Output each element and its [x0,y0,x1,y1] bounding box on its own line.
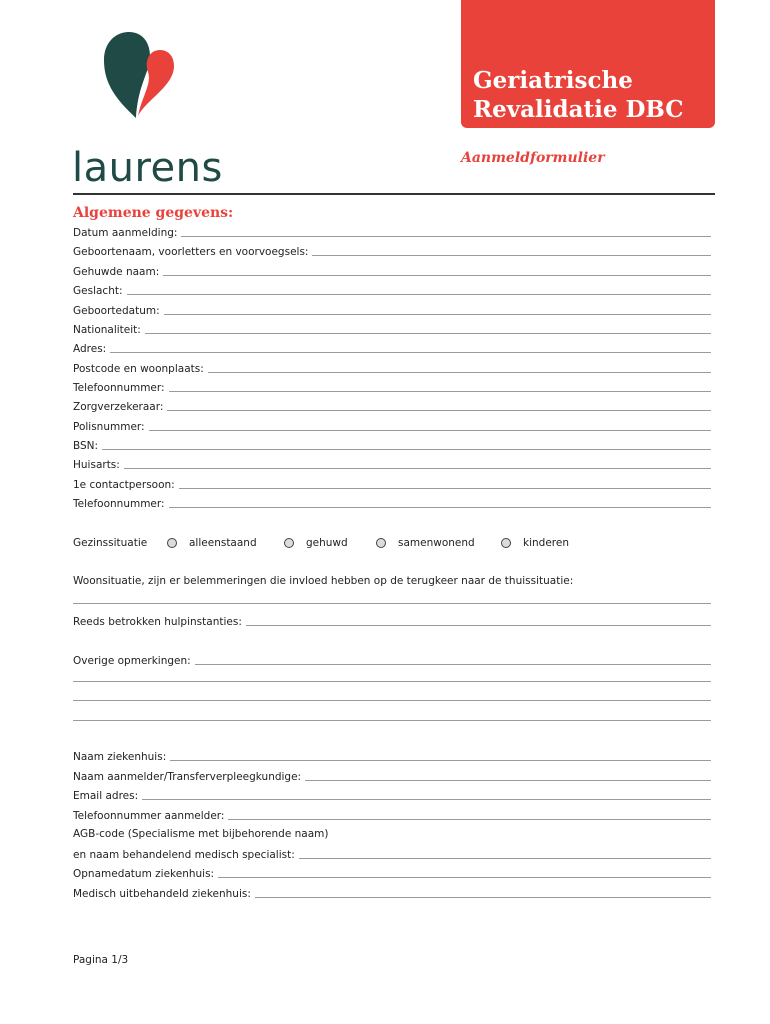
field-line[interactable] [124,468,711,469]
field-bsn[interactable] [73,439,711,453]
field-label: Geslacht: [73,285,123,297]
radio-label: gehuwd [306,537,348,549]
field-hulpinstanties[interactable] [73,615,711,629]
field-line[interactable] [167,410,711,411]
field-line[interactable] [110,352,711,353]
field-line[interactable] [142,799,711,800]
field-label: Geboortedatum: [73,305,160,317]
field-line[interactable] [169,507,711,508]
radio-circle-icon[interactable] [376,538,386,548]
radio-label: kinderen [523,537,569,549]
woonsituatie-question: Woonsituatie, zijn er belemmeringen die invloed hebben op de terugkeer naar de thuissituatie: [73,575,574,587]
field-line[interactable] [145,333,711,334]
radio-circle-icon[interactable] [284,538,294,548]
field-line[interactable] [181,236,711,237]
field-label: Naam ziekenhuis: [73,751,167,763]
radio-label: samenwonend [398,537,475,549]
field-label: Gehuwde naam: [73,266,160,278]
field-naam-ziekenhuis[interactable] [73,750,711,764]
remarks-line[interactable] [73,720,711,721]
field-gehuwde-naam[interactable] [73,265,711,279]
form-subtitle: Aanmeldformulier [461,150,605,166]
radio-alleenstaand[interactable] [167,537,257,549]
field-line[interactable] [299,858,711,859]
radio-label: alleenstaand [189,537,257,549]
field-email-adres[interactable] [73,789,711,803]
radio-circle-icon[interactable] [167,538,177,548]
field-telefoonnummer-aanmelder[interactable] [73,809,711,823]
field-label: Telefoonnummer: [73,498,165,510]
field-line[interactable] [169,391,711,392]
title-banner [461,0,715,128]
field-huisarts[interactable] [73,458,711,472]
field-line[interactable] [255,897,711,898]
radio-samenwonend[interactable] [376,537,475,549]
gezinssituatie-group [73,537,713,551]
field-label: en naam behandelend medisch specialist: [73,849,295,861]
field-opnamedatum[interactable] [73,867,711,881]
header-divider [73,193,715,195]
field-adres[interactable] [73,342,711,356]
field-line[interactable] [164,314,711,315]
field-line[interactable] [127,294,711,295]
page-number: Pagina 1/3 [73,954,129,966]
field-telefoonnummer[interactable] [73,381,711,395]
field-line[interactable] [170,760,711,761]
remarks-line[interactable] [73,681,711,682]
field-geslacht[interactable] [73,284,711,298]
field-line[interactable] [246,625,711,626]
field-geboortenaam[interactable] [73,245,711,259]
agb-code-label: AGB-code (Specialisme met bijbehorende naam) [73,828,329,840]
field-label: 1e contactpersoon: [73,479,175,491]
field-label: Reeds betrokken hulpinstanties: [73,616,242,628]
field-line[interactable] [228,819,711,820]
field-label: Email adres: [73,790,139,802]
field-label: Zorgverzekeraar: [73,401,164,413]
field-line[interactable] [179,488,711,489]
gezinssituatie-label: Gezinssituatie [73,537,148,549]
remarks-line[interactable] [73,700,711,701]
field-label: Overige opmerkingen: [73,655,191,667]
field-label: Naam aanmelder/Transferverpleegkundige: [73,771,302,783]
form-title: Geriatrische Revalidatie DBC [473,67,684,123]
field-telefoonnummer-contact[interactable] [73,497,711,511]
field-line[interactable] [163,275,711,276]
field-zorgverzekeraar[interactable] [73,400,711,414]
field-line[interactable] [195,664,711,665]
radio-circle-icon[interactable] [501,538,511,548]
field-label: Telefoonnummer aanmelder: [73,810,225,822]
field-label: Datum aanmelding: [73,227,178,239]
laurens-logo [72,30,232,191]
field-naam-aanmelder[interactable] [73,770,711,784]
field-line[interactable] [312,255,711,256]
field-contactpersoon[interactable] [73,478,711,492]
field-label: Geboortenaam, voorletters en voorvoegsels: [73,246,309,258]
field-label: Telefoonnummer: [73,382,165,394]
field-medisch-uitbehandeld[interactable] [73,887,711,901]
radio-kinderen[interactable] [501,537,569,549]
field-label: Polisnummer: [73,421,145,433]
radio-gehuwd[interactable] [284,537,348,549]
field-label: Postcode en woonplaats: [73,363,204,375]
field-behandelend-specialist[interactable] [73,848,711,862]
field-geboortedatum[interactable] [73,304,711,318]
field-nationaliteit[interactable] [73,323,711,337]
field-label: Medisch uitbehandeld ziekenhuis: [73,888,251,900]
heart-logo-icon [102,30,184,120]
field-label: Huisarts: [73,459,120,471]
field-overige-opmerkingen[interactable] [73,654,711,668]
field-line[interactable] [305,780,711,781]
section-heading-general: Algemene gegevens: [73,205,234,221]
field-line[interactable] [218,877,711,878]
field-postcode-woonplaats[interactable] [73,362,711,376]
field-datum-aanmelding[interactable] [73,226,711,240]
field-label: Nationaliteit: [73,324,141,336]
field-label: Adres: [73,343,107,355]
field-line[interactable] [208,372,711,373]
field-line[interactable] [102,449,711,450]
woonsituatie-answer-line[interactable] [73,603,711,604]
logo-wordmark: laurens [72,145,223,191]
field-polisnummer[interactable] [73,420,711,434]
field-label: Opnamedatum ziekenhuis: [73,868,215,880]
field-line[interactable] [149,430,711,431]
field-label: BSN: [73,440,99,452]
